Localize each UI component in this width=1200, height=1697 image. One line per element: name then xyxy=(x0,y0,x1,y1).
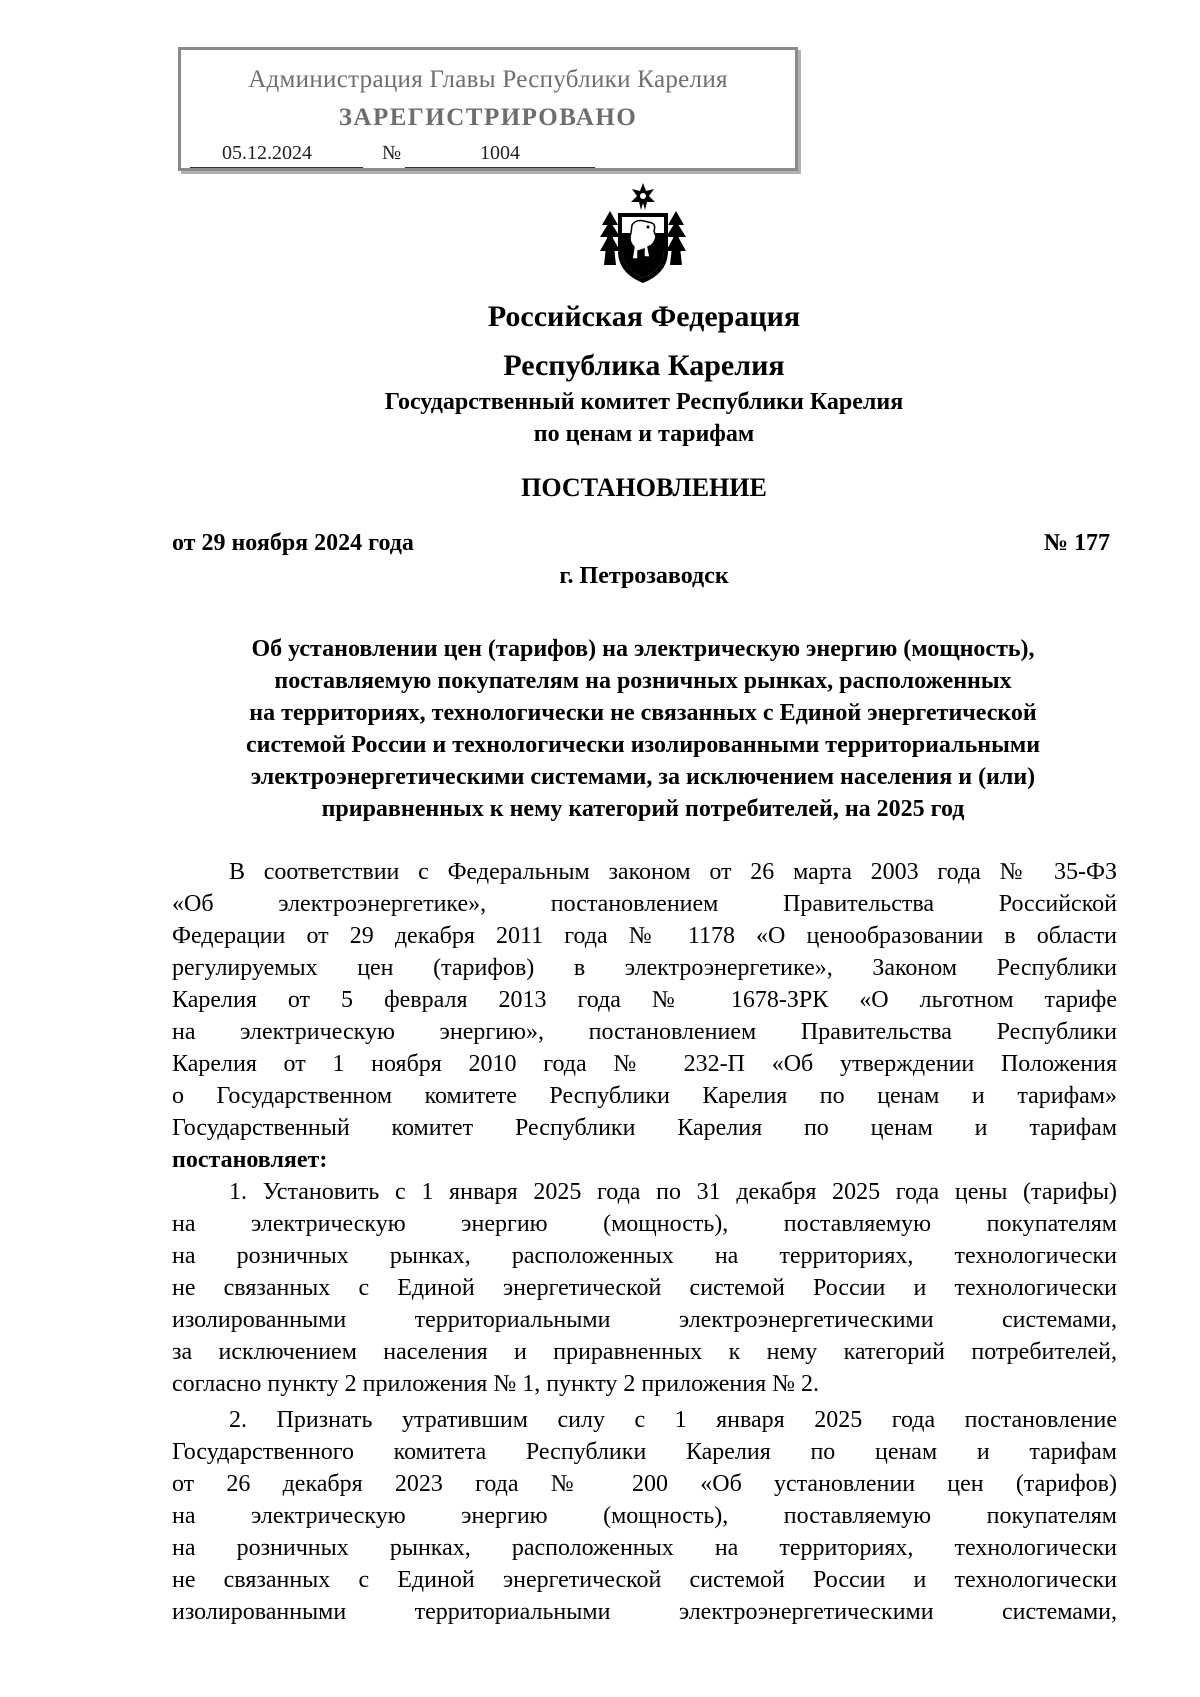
stamp-number-underline xyxy=(405,167,595,168)
item-1-paragraph xyxy=(172,1176,1117,1400)
title-line: поставляемую покупателям на розничных рынках, расположенных xyxy=(274,668,1012,694)
title-line: системой России и технологически изолированными территориальными xyxy=(245,732,1041,758)
title-line: на территориях, технологически не связанных с Единой энергетической xyxy=(249,700,1037,726)
stamp-title: Администрация Главы Республики Карелия xyxy=(248,66,728,93)
body-line: за исключением населения и приравненных к нему категорий потребителей, xyxy=(172,1339,1117,1365)
document-city: г. Петрозаводск xyxy=(559,563,729,589)
stamp-date: 05.12.2024 xyxy=(222,142,312,164)
body-line: В соответствии с Федеральным законом от 26 марта 2003 года № 35-ФЗ xyxy=(229,859,1117,885)
stamp-status: ЗАРЕГИСТРИРОВАНО xyxy=(338,104,638,131)
karelia-coat-of-arms-icon xyxy=(598,181,688,286)
document-title xyxy=(168,633,1118,825)
resolves-line xyxy=(172,1144,1117,1176)
document-date: от 29 ноября 2024 года xyxy=(172,530,414,556)
body-line: Карелия от 1 ноября 2010 года № 232-П «Об утверждении Положения xyxy=(172,1051,1117,1077)
body-line: на электрическую энергию (мощность), поставляемую покупателям xyxy=(172,1211,1117,1237)
stamp-number-sign: № xyxy=(382,142,402,164)
body-line: Федерации от 29 декабря 2011 года № 1178 «О ценообразовании в области xyxy=(172,923,1117,949)
body-line: не связанных с Единой энергетической системой России и технологически xyxy=(172,1567,1117,1593)
title-line: электроэнергетическими системами, за исключением населения и (или) xyxy=(250,764,1036,790)
body-line: Государственного комитета Республики Карелия по ценам и тарифам xyxy=(172,1439,1117,1465)
body-line: Карелия от 5 февраля 2013 года № 1678-ЗРК «О льготном тарифе xyxy=(172,987,1117,1013)
body-line: от 26 декабря 2023 года № 200 «Об установлении цен (тарифов) xyxy=(172,1471,1117,1497)
body-line: изолированными территориальными электроэнергетическими системами, xyxy=(172,1599,1117,1625)
country-heading: Российская Федерация xyxy=(487,300,801,333)
resolves-word: постановляет: xyxy=(172,1147,328,1173)
committee-subheading: по ценам и тарифам xyxy=(533,421,755,447)
body-line: согласно пункту 2 приложения № 1, пункту 2 приложения № 2. xyxy=(172,1371,820,1397)
document-body xyxy=(172,856,1117,1628)
preamble-paragraph xyxy=(172,856,1117,1176)
committee-heading: Государственный комитет Республики Карелия xyxy=(384,389,904,415)
document-type: ПОСТАНОВЛЕНИЕ xyxy=(521,473,767,502)
body-line: не связанных с Единой энергетической системой России и технологически xyxy=(172,1275,1117,1301)
body-line: 2. Признать утратившим силу с 1 января 2025 года постановление xyxy=(229,1407,1117,1433)
body-line: Государственный комитет Республики Карелия по ценам и тарифам xyxy=(172,1115,1117,1141)
body-line: на розничных рынках, расположенных на территориях, технологически xyxy=(172,1243,1117,1269)
title-line: приравненных к нему категорий потребителей, на 2025 год xyxy=(321,796,965,822)
stamp-date-underline xyxy=(190,167,363,168)
body-line: на электрическую энергию (мощность), поставляемую покупателям xyxy=(172,1503,1117,1529)
body-line: на розничных рынках, расположенных на территориях, технологически xyxy=(172,1535,1117,1561)
document-number: № 177 xyxy=(1043,530,1110,556)
body-line: изолированными территориальными электроэнергетическими системами, xyxy=(172,1307,1117,1333)
body-line: 1. Установить с 1 января 2025 года по 31 декабря 2025 года цены (тарифы) xyxy=(229,1179,1117,1205)
body-line: регулируемых цен (тарифов) в электроэнергетике», Законом Республики xyxy=(172,955,1117,981)
item-2-paragraph xyxy=(172,1404,1117,1628)
body-line: на электрическую энергию», постановлением Правительства Республики xyxy=(172,1019,1117,1045)
body-line: «Об электроэнергетике», постановлением Правительства Российской xyxy=(172,891,1117,917)
title-line: Об установлении цен (тарифов) на электрическую энергию (мощность), xyxy=(251,636,1035,662)
stamp-number: 1004 xyxy=(480,142,520,164)
body-line: о Государственном комитете Республики Карелия по ценам и тарифам» xyxy=(172,1083,1117,1109)
republic-heading: Республика Карелия xyxy=(503,349,785,382)
